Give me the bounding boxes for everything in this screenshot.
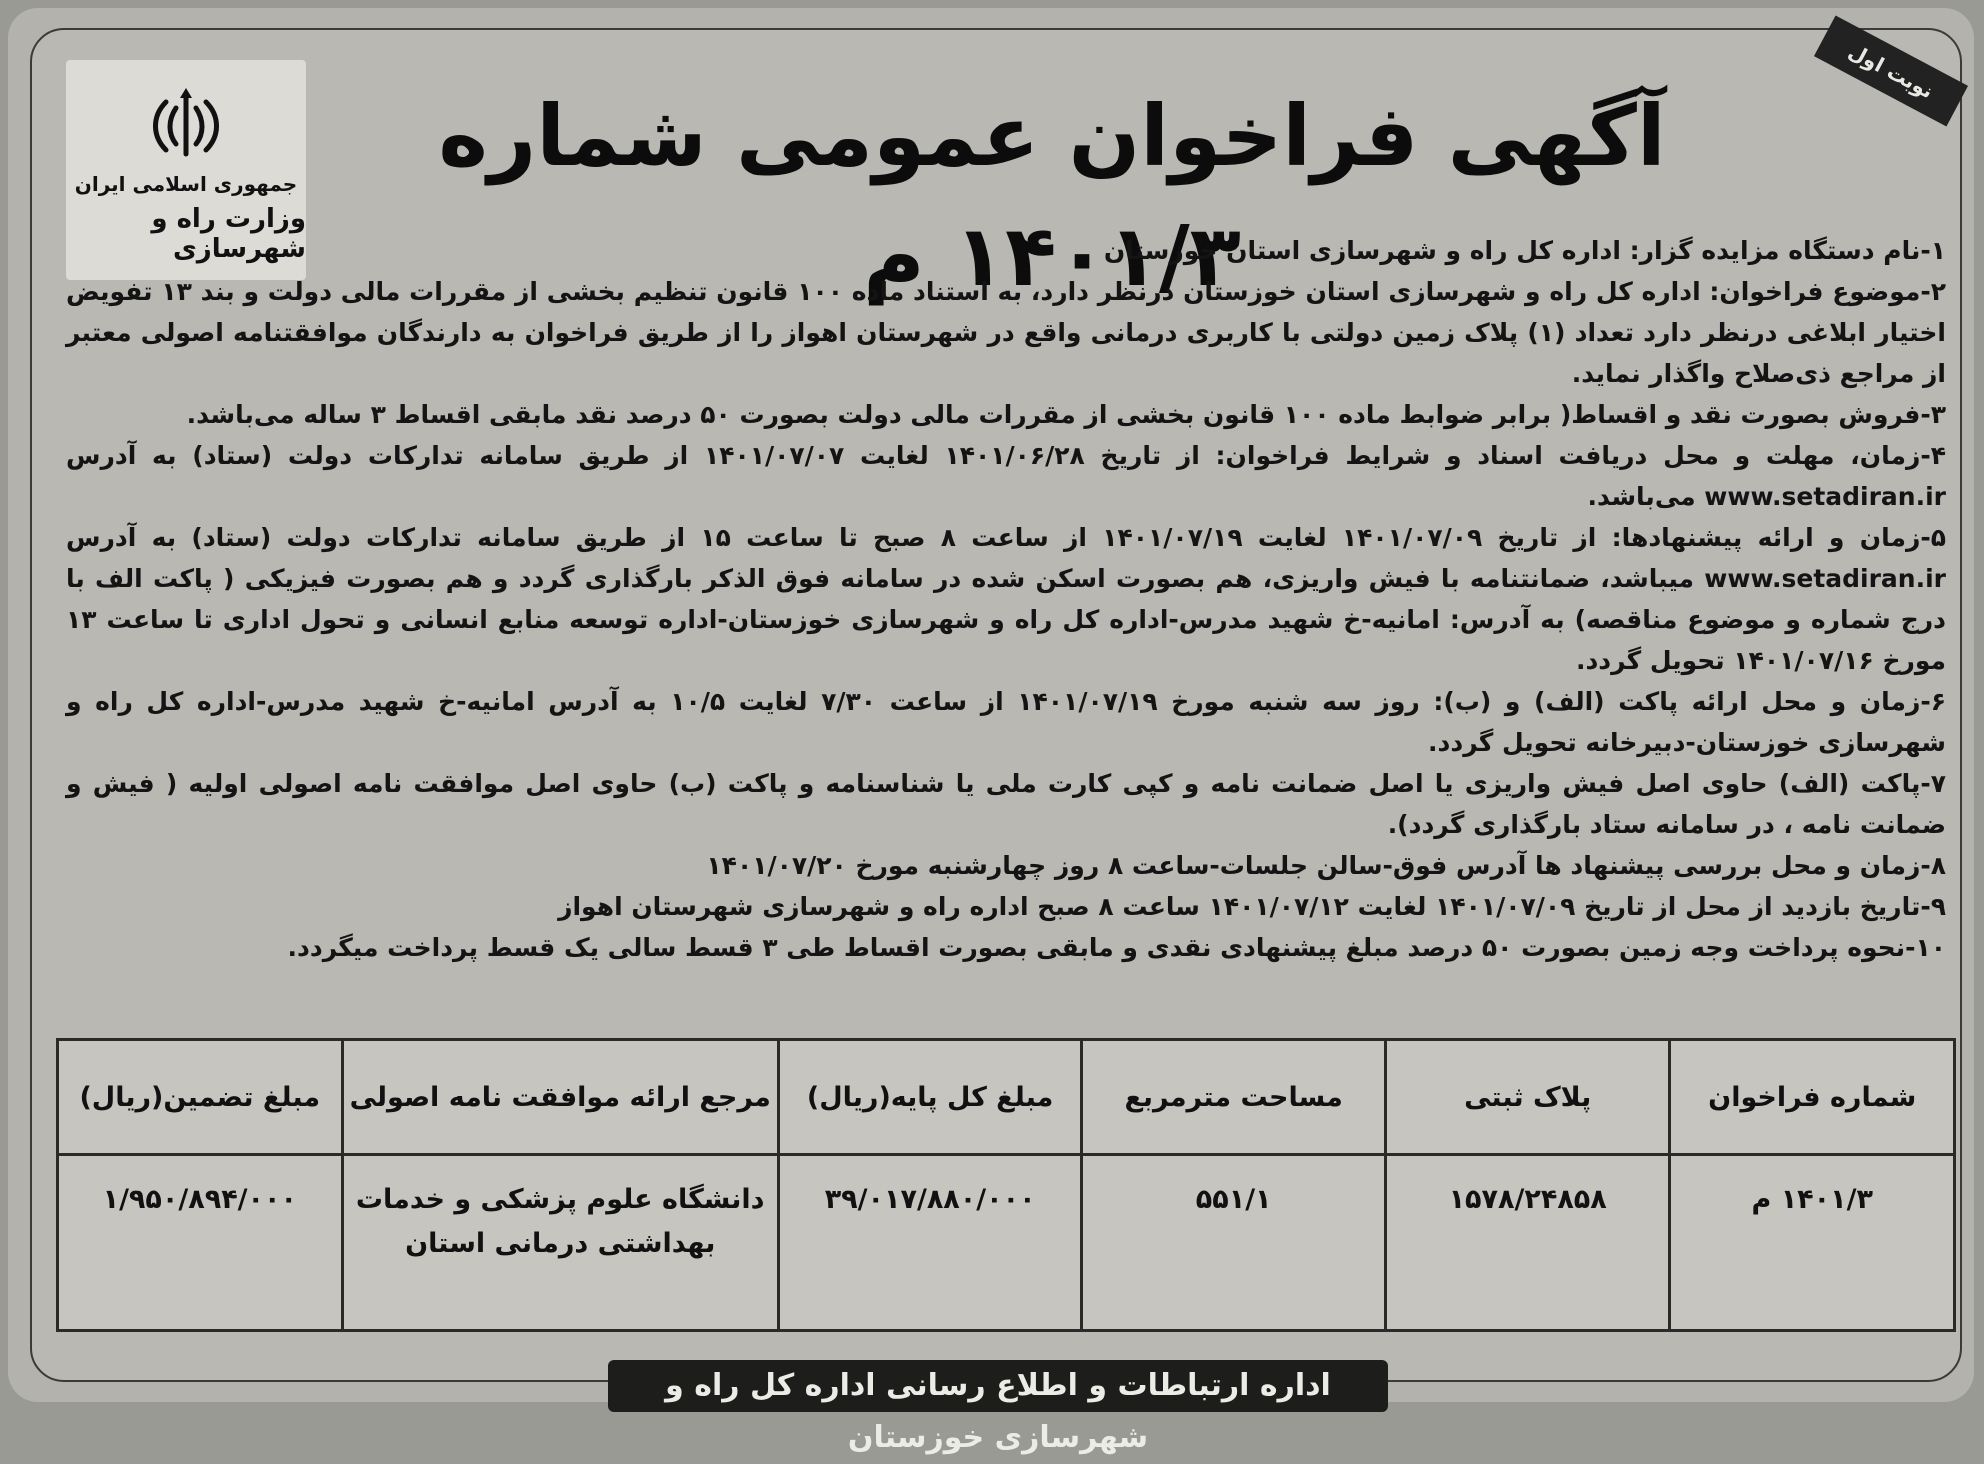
table-header-row (58, 1040, 1955, 1155)
clause-2: ۲-موضوع فراخوان: اداره کل راه و شهرسازی استان خوزستان درنظر دارد، به استناد ماده ۱۰۰ قانون تنظیم بخشی از مقررات مالی دولت و بند ۱۳ تفویض اختیار ابلاغی درنظر دارد تعداد (۱) پلاک زمین دولتی با کاربری درمانی واقع در شهرستان اهواز را از طریق فراخوان به دارندگان موافقتنامه اصولی معتبر از مراجع ذی‌صلاح واگذار نماید. (66, 277, 1946, 388)
header-call-number: شماره فراخوان (1670, 1040, 1955, 1155)
cell-registry-plot: ۱۵۷۸/۲۴۸۵۸ (1385, 1155, 1670, 1331)
first-publication-ribbon: نوبت اول (1814, 15, 1968, 126)
clause-9: ۹-تاریخ بازدید از محل از تاریخ ۱۴۰۱/۰۷/۰۹ لغایت ۱۴۰۱/۰۷/۱۲ ساعت ۸ صبح اداره راه و شهرسازی شهرستان اهواز (558, 892, 1946, 921)
clause-3: ۳-فروش بصورت نقد و اقساط( برابر ضوابط ماده ۱۰۰ قانون بخشی از مقررات مالی دولت بصورت ۵۰ درصد نقد مابقی اقساط ۳ ساله می‌باشد. (186, 400, 1946, 429)
notice-title: آگهی فراخوان عمومی شماره ۱۴۰۱/۳ م (438, 87, 1666, 305)
newspaper-clipping (8, 8, 1974, 1455)
notice-frame (30, 28, 1962, 1382)
cell-guarantee-amount: ۱/۹۵۰/۸۹۴/۰۰۰ (58, 1155, 343, 1331)
header-base-price: مبلغ کل پایه(ریال) (778, 1040, 1082, 1155)
header-guarantee-amount: مبلغ تضمین(ریال) (58, 1040, 343, 1155)
tender-table (56, 1038, 1956, 1332)
clause-7: ۷-پاکت (الف) حاوی اصل فیش واریزی یا اصل ضمانت نامه و کپی کارت ملی یا شناسنامه و پاکت (ب) حاوی اصل موافقت نامه اصولی اولیه ( فیش و ضمانت نامه ، در سامانه ستاد بارگذاری گردد). (66, 769, 1946, 839)
footer-banner: اداره ارتباطات و اطلاع رسانی اداره کل راه و شهرسازی خوزستان (608, 1360, 1388, 1412)
clause-1: ۱-نام دستگاه مزایده گزار: اداره کل راه و شهرسازی استان خوزستان (1103, 236, 1946, 265)
table-row (58, 1155, 1955, 1331)
cell-base-price: ۳۹/۰۱۷/۸۸۰/۰۰۰ (778, 1155, 1082, 1331)
clause-10: ۱۰-نحوه پرداخت وجه زمین بصورت ۵۰ درصد مبلغ پیشنهادی نقدی و مابقی بصورت اقساط طی ۳ قسط سالی یک قسط پرداخت میگردد. (287, 933, 1946, 962)
clause-4: ۴-زمان، مهلت و محل دریافت اسناد و شرایط فراخوان: از تاریخ ۱۴۰۱/۰۶/۲۸ لغایت ۱۴۰۱/۰۷/۰۷ از طریق سامانه تدارکات دولت (ستاد) به آدرس www.setadiran.ir می‌باشد. (66, 441, 1946, 511)
header-area: مساحت مترمربع (1082, 1040, 1386, 1155)
clause-6: ۶-زمان و محل ارائه پاکت (الف) و (ب): روز سه شنبه مورخ ۱۴۰۱/۰۷/۱۹ از ساعت ۷/۳۰ لغایت ۱۰/۵ به آدرس امانیه-خ شهید مدرس-اداره کل راه و شهرسازی خوزستان-دبیرخانه تحویل گردد. (66, 687, 1946, 757)
logo-country-text: جمهوری اسلامی ایران (74, 172, 298, 196)
notice-body (66, 230, 1946, 968)
cell-call-number: ۱۴۰۱/۳ م (1670, 1155, 1955, 1331)
cell-approval-authority: دانشگاه علوم پزشکی و خدمات بهداشتی درمانی استان (342, 1155, 778, 1331)
clause-5: ۵-زمان و ارائه پیشنهادها: از تاریخ ۱۴۰۱/۰۷/۰۹ لغایت ۱۴۰۱/۰۷/۱۹ از ساعت ۸ صبح تا ساعت ۱۵ از طریق سامانه تدارکات دولت (ستاد) به آدرس www.setadiran.ir میباشد، ضمانتنامه با فیش واریزی، هم بصورت اسکن شده در سامانه فوق الذکر بارگذاری گردد و هم بصورت فیزیکی ( پاکت الف با درج شماره و موضوع مناقصه) به آدرس: امانیه-خ شهید مدرس-اداره کل راه و شهرسازی خوزستان-اداره توسعه منابع انسانی و تحول اداری تا ساعت ۱۳ مورخ ۱۴۰۱/۰۷/۱۶ تحویل گردد. (66, 523, 1946, 675)
cell-area: ۵۵۱/۱ (1082, 1155, 1386, 1331)
header-registry-plot: پلاک ثبتی (1385, 1040, 1670, 1155)
header-approval-authority: مرجع ارائه موافقت نامه اصولی (342, 1040, 778, 1155)
iran-emblem-icon (144, 82, 228, 166)
logo-ministry-text: وزارت راه و شهرسازی (151, 204, 306, 264)
clause-8: ۸-زمان و محل بررسی پیشنهاد ها آدرس فوق-سالن جلسات-ساعت ۸ روز چهارشنبه مورخ ۱۴۰۱/۰۷/۲۰ (706, 851, 1946, 880)
